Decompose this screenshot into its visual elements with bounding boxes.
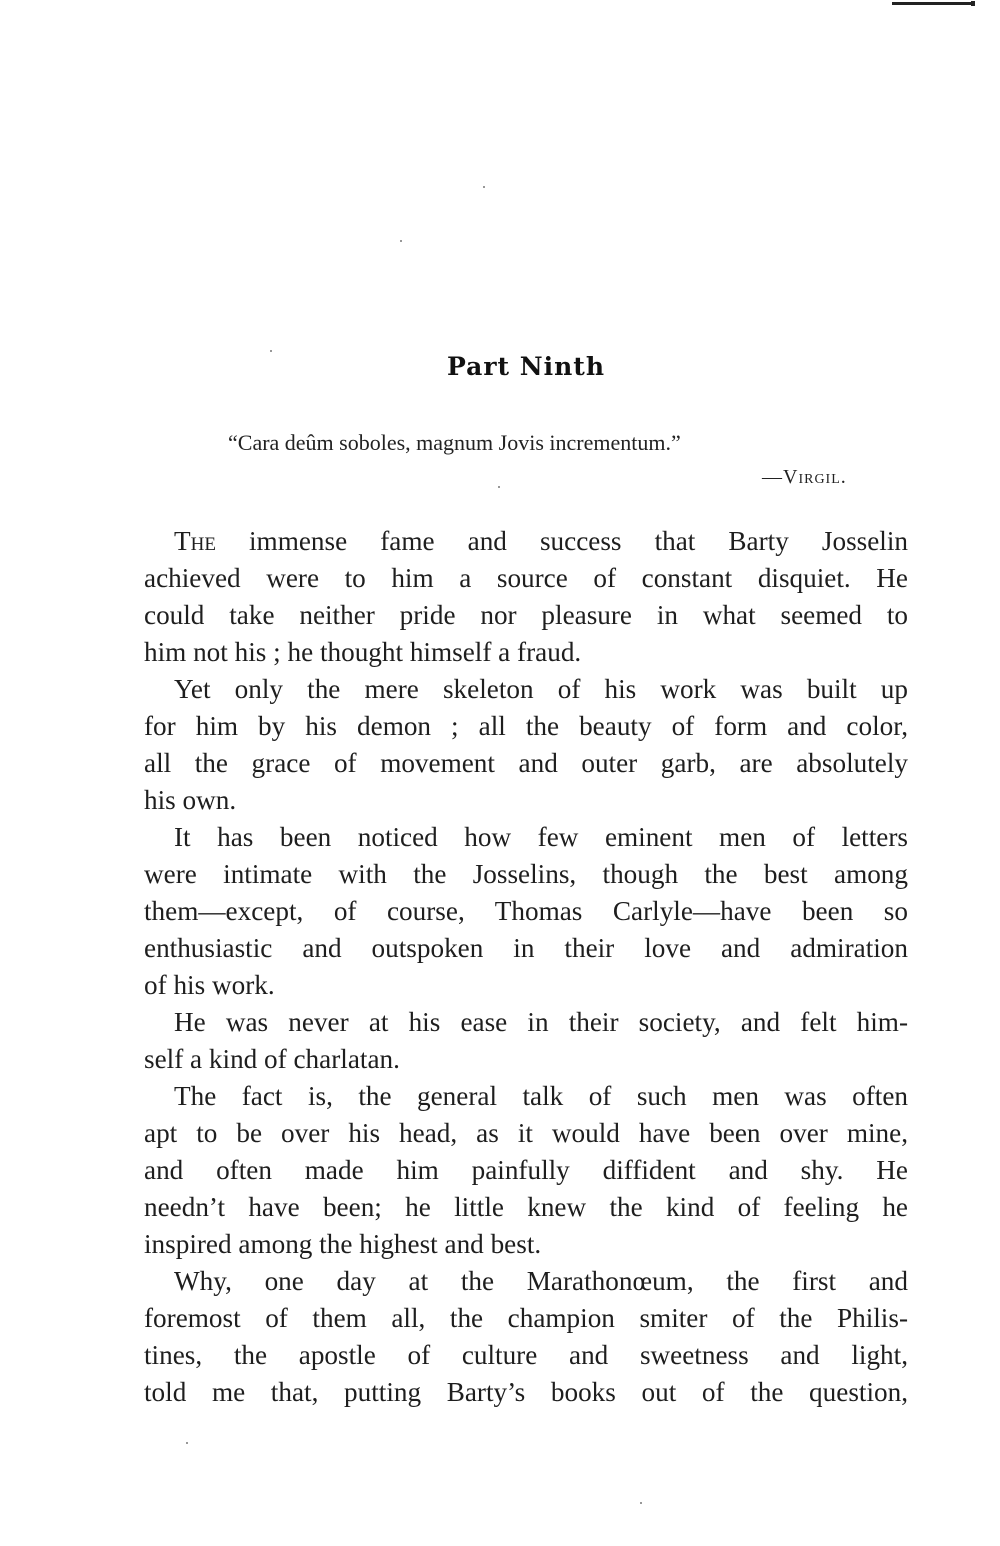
part-heading: Part Ninth bbox=[447, 352, 605, 381]
line-text: immense fame and success that Barty Josselin bbox=[215, 526, 908, 556]
epigraph-attribution: —Virgil. bbox=[762, 466, 847, 488]
text-line: were intimate with the Josselins, though the best among bbox=[144, 859, 908, 889]
text-line: and often made him painfully diffident and shy. He bbox=[144, 1155, 908, 1185]
scan-speck bbox=[498, 486, 500, 488]
scan-speck bbox=[640, 1502, 642, 1504]
scan-speck bbox=[483, 186, 485, 188]
text-line: He was never at his ease in their society, and felt him- bbox=[174, 1007, 908, 1037]
text-line: tines, the apostle of culture and sweetness and light, bbox=[144, 1340, 908, 1370]
text-line: him not his ; he thought himself a fraud. bbox=[144, 637, 582, 667]
text-line: could take neither pride nor pleasure in what seemed to bbox=[144, 600, 908, 630]
text-line: Why, one day at the Marathonœum, the first and bbox=[174, 1266, 908, 1296]
corner-rule bbox=[892, 2, 972, 5]
text-line: apt to be over his head, as it would have been over mine, bbox=[144, 1118, 908, 1148]
body-text bbox=[144, 523, 908, 1411]
text-line: self a kind of charlatan. bbox=[144, 1044, 400, 1074]
text-line bbox=[144, 523, 908, 560]
text-line: all the grace of movement and outer garb, are absolutely bbox=[144, 748, 908, 778]
text-line: of his work. bbox=[144, 970, 275, 1000]
scan-speck bbox=[270, 350, 272, 352]
text-line: inspired among the highest and best. bbox=[144, 1229, 542, 1259]
text-line: Yet only the mere skeleton of his work was built up bbox=[174, 674, 908, 704]
scan-speck bbox=[186, 1442, 188, 1444]
text-line: foremost of them all, the champion smiter of the Philis- bbox=[144, 1303, 908, 1333]
text-line: for him by his demon ; all the beauty of form and color, bbox=[144, 711, 908, 741]
text-line: enthusiastic and outspoken in their love and admiration bbox=[144, 933, 908, 963]
text-line: The fact is, the general talk of such men was often bbox=[174, 1081, 908, 1111]
drop-word: The bbox=[174, 526, 216, 556]
text-line: needn’t have been; he little knew the kind of feeling he bbox=[144, 1192, 908, 1222]
text-line: his own. bbox=[144, 785, 237, 815]
text-line: achieved were to him a source of constant disquiet. He bbox=[144, 563, 908, 593]
text-line: told me that, putting Barty’s books out of the question, bbox=[144, 1377, 908, 1407]
text-line: It has been noticed how few eminent men of letters bbox=[174, 822, 908, 852]
text-line: them—except, of course, Thomas Carlyle—have been so bbox=[144, 896, 908, 926]
scan-speck bbox=[400, 240, 402, 242]
epigraph-quote: “Cara deûm soboles, magnum Jovis incrementum.” bbox=[228, 430, 681, 455]
